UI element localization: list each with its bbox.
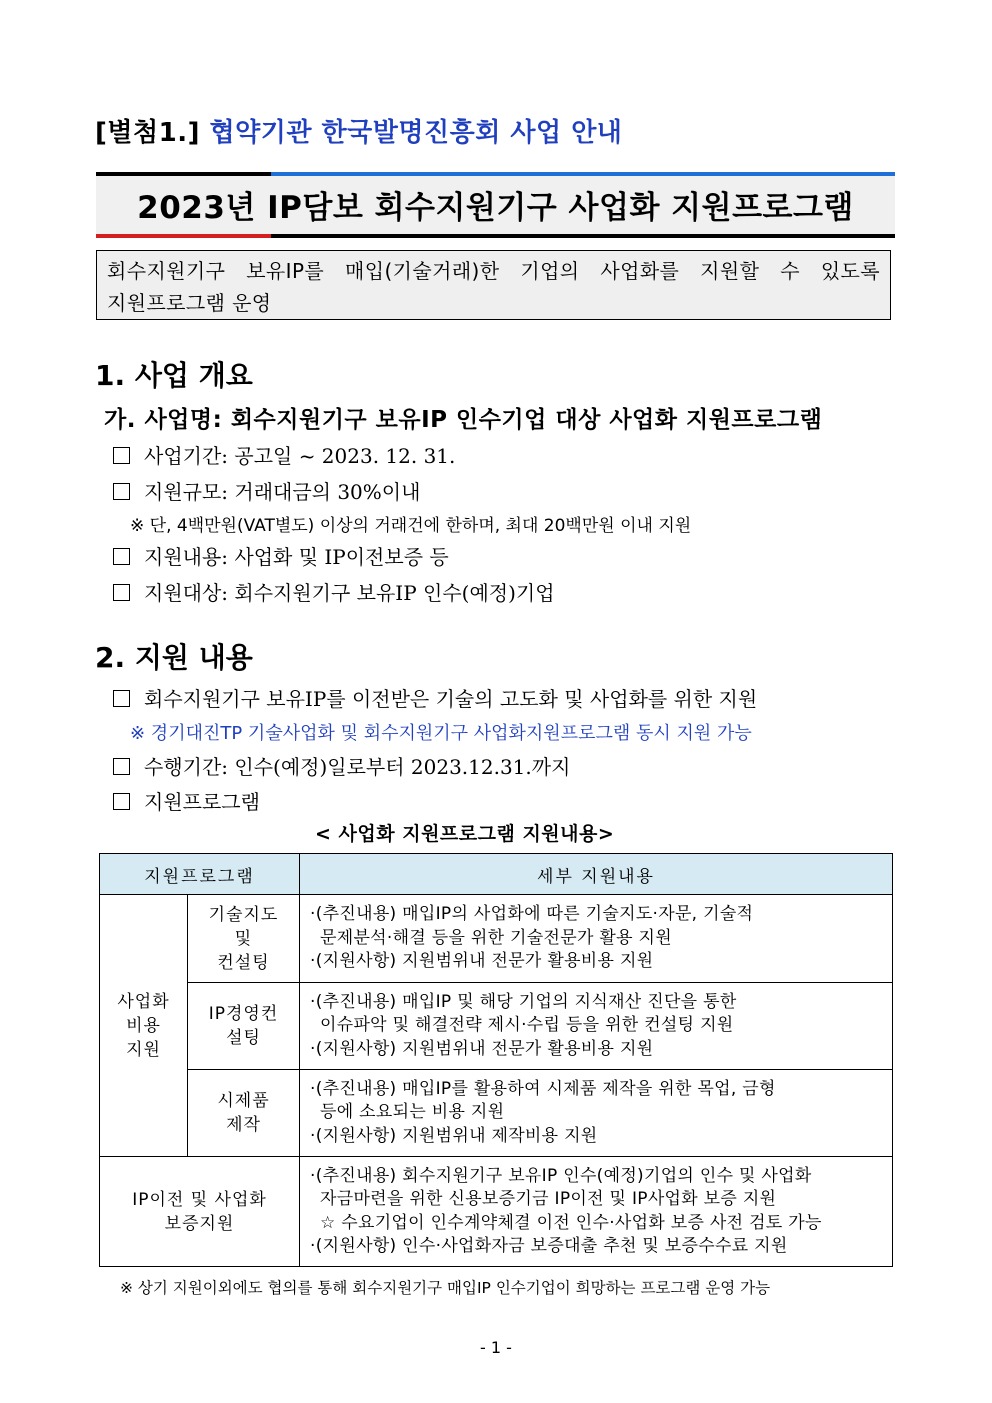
table-header-program: 지원프로그램 <box>100 854 300 895</box>
page-number: - 1 - <box>480 1338 512 1357</box>
table-header-details: 세부 지원내용 <box>300 854 893 895</box>
summary-line-1: 회수지원기구 보유IP를 매입(기술거래)한 기업의 사업화를 지원할 수 있도록 <box>107 259 880 283</box>
table-row <box>100 1157 893 1267</box>
program-details: ·(추진내용) 회수지원기구 보유IP 인수(예정)기업의 인수 및 사업화 자금마련을 위한 신용보증기금 IP이전 및 IP사업화 보증 지원 ☆ 수요기업이 인수계약체결 이전 인수·사업화 보증 사전 검토 가능 ·(지원사항) 인수·사업화자금 보증대출 추천 및 보증수수료 지원 <box>300 1157 893 1267</box>
section1-subheading: 가. 사업명: 회수지원기구 보유IP 인수기업 대상 사업화 지원프로그램 <box>104 407 823 433</box>
list-item: 지원규모: 거래대금의 30%이내 <box>113 476 420 505</box>
checkbox-square-icon <box>113 793 130 810</box>
summary-box <box>96 250 891 320</box>
support-program-table <box>99 853 893 1267</box>
attachment-title: 협약기관 한국발명진흥회 사업 안내 <box>209 118 623 148</box>
program-details: ·(추진내용) 매입IP 및 해당 기업의 지식재산 진단을 통한 이슈파악 및 해결전략 제시·수립 등을 위한 컨설팅 지원 ·(지원사항) 지원범위내 전문가 활용비용 지원 <box>300 983 893 1070</box>
list-item: 수행기간: 인수(예정)일로부터 2023.12.31.까지 <box>113 751 570 780</box>
program-name: IP경영컨 설팅 <box>188 983 300 1070</box>
checkbox-square-icon <box>113 548 130 565</box>
section2-heading: 2. 지원 내용 <box>95 641 253 674</box>
table-caption: < 사업화 지원프로그램 지원내용> <box>315 823 615 845</box>
list-item: 회수지원기구 보유IP를 이전받은 기술의 고도화 및 사업화를 위한 지원 <box>113 683 757 712</box>
checkbox-square-icon <box>113 758 130 775</box>
list-item: 지원프로그램 <box>113 786 260 815</box>
checkbox-square-icon <box>113 483 130 500</box>
list-item: 지원대상: 회수지원기구 보유IP 인수(예정)기업 <box>113 577 555 606</box>
program-name: IP이전 및 사업화 보증지원 <box>100 1157 300 1267</box>
table-row <box>100 1070 893 1157</box>
summary-line-2: 지원프로그램 운영 <box>107 291 272 315</box>
title-banner <box>96 172 895 238</box>
section2-note: ※ 경기대진TP 기술사업화 및 회수지원기구 사업화지원프로그램 동시 지원 가능 <box>130 723 752 744</box>
table-row <box>100 895 893 983</box>
section1-heading: 1. 사업 개요 <box>95 359 253 392</box>
program-name: 시제품 제작 <box>188 1070 300 1157</box>
attachment-label: [별첨1.] <box>95 118 200 148</box>
attachment-heading <box>95 112 622 149</box>
table-row <box>100 983 893 1070</box>
list-item: 사업기간: 공고일 ~ 2023. 12. 31. <box>113 440 455 469</box>
checkbox-square-icon <box>113 584 130 601</box>
program-details: ·(추진내용) 매입IP를 활용하여 시제품 제작을 위한 목업, 금형 등에 소요되는 비용 지원 ·(지원사항) 지원범위내 제작비용 지원 <box>300 1070 893 1157</box>
banner-title: 2023년 IP담보 회수지원기구 사업화 지원프로그램 <box>137 190 854 226</box>
footnote: ※ 상기 지원이외에도 협의를 통해 회수지원기구 매입IP 인수기업이 희망하는 프로그램 운영 가능 <box>120 1279 771 1297</box>
program-name: 기술지도 및 컨설팅 <box>188 895 300 983</box>
program-details: ·(추진내용) 매입IP의 사업화에 따른 기술지도·자문, 기술적 문제분석·해결 등을 위한 기술전문가 활용 지원 ·(지원사항) 지원범위내 전문가 활용비용 지원 <box>300 895 893 983</box>
checkbox-square-icon <box>113 690 130 707</box>
list-item: 지원내용: 사업화 및 IP이전보증 등 <box>113 541 449 570</box>
section1-note: ※ 단, 4백만원(VAT별도) 이상의 거래건에 한하며, 최대 20백만원 이내 지원 <box>130 516 692 536</box>
checkbox-square-icon <box>113 447 130 464</box>
group-label: 사업화 비용 지원 <box>100 895 188 1157</box>
